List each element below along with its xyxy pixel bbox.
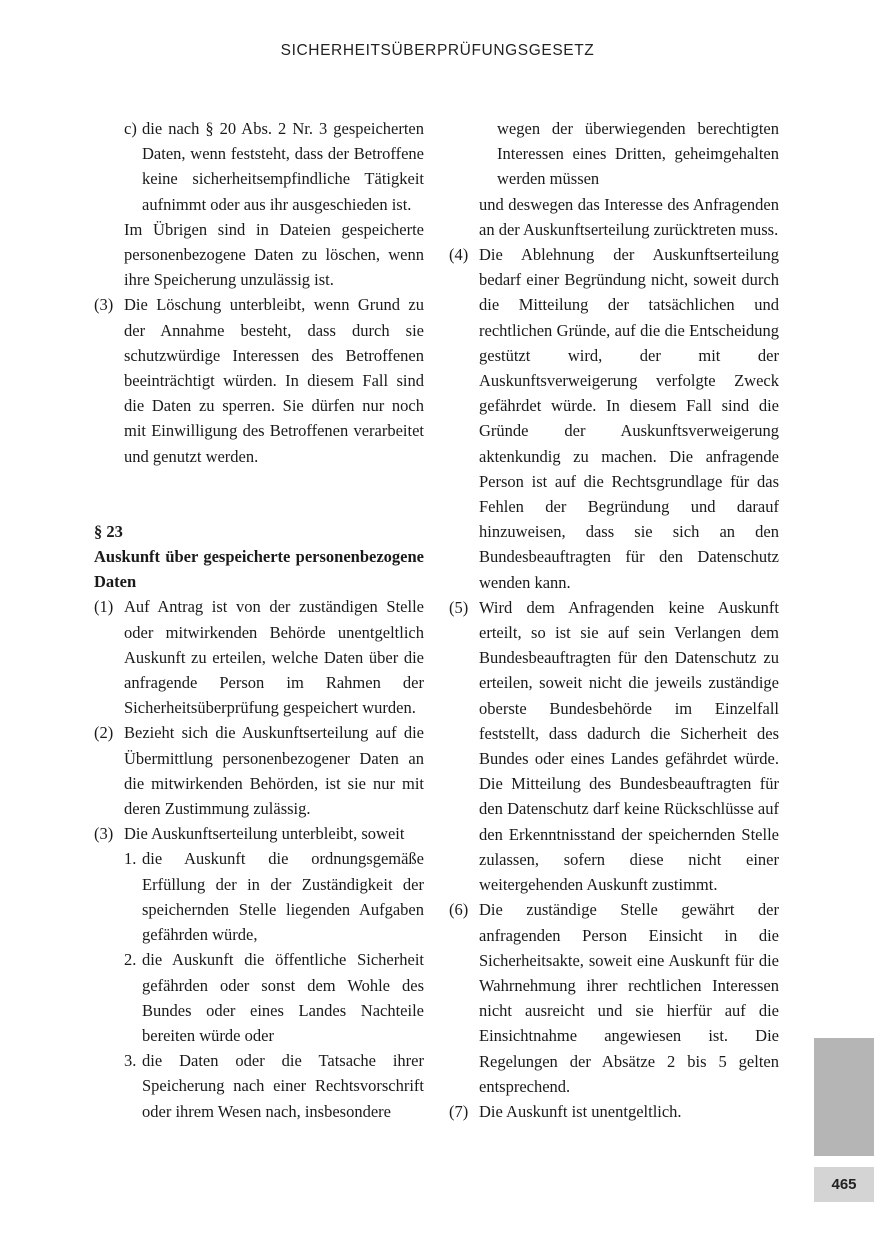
list-item-c bbox=[94, 116, 424, 217]
left-column bbox=[94, 116, 424, 1124]
paragraph-text: Die Löschung unterbleibt, wenn Grund zu der Annahme besteht, dass durch sie schutzwürdige Interessen des Betroffenen beeinträchtigt würden. In diesem Fall sind die Daten zu sperren. Sie dürfen nur noch mit Einwilligung des Betroffenen verarbeitet und genutzt werden. bbox=[124, 295, 424, 466]
section-paragraph-7 bbox=[449, 1099, 779, 1124]
section-paragraph-2 bbox=[94, 720, 424, 821]
list-item-3-continued: wegen der überwiegenden berechtigten Interessen eines Dritten, geheimgehalten werden müssen bbox=[497, 119, 779, 189]
paragraph-number: (1) bbox=[94, 597, 114, 617]
paragraph-text: Die zuständige Stelle gewährt der anfragenden Person Einsicht in die Sicherheitsakte, soweit eine Auskunft für die Wahrnehmung ihrer rechtlichen Interessen nicht ausreicht und sie hierfür auf die Einsichtnahme angewiesen ist. Die Regelungen der Absätze 2 bis 5 gelten entsprechend. bbox=[479, 900, 779, 1096]
paragraph-text: Die Ablehnung der Auskunftserteilung bedarf einer Begründung nicht, soweit durch die Mitteilung der tatsächlichen und rechtlichen Gründe, auf die die Entscheidung gestützt wird, der mit der Auskunftsverweigerung verfolgte Zweck gefährdet würde. In diesem Fall sind die Gründe der Auskunftsverweigerung aktenkundig zu machen. Die anfragende Person ist auf die Rechtsgrundlage für das Fehlen der Begründung und darauf hinzuweisen, dass sie sich an den Bundesbeauftragten für den Datenschutz wenden kann. bbox=[479, 245, 779, 592]
paragraph-text: Bezieht sich die Auskunftserteilung auf die Übermittlung personenbezogener Daten an die mitwirkenden Behörden, ist sie nur mit deren Zustimmung zulässig. bbox=[124, 723, 424, 819]
paragraph-number: (4) bbox=[449, 245, 469, 265]
section-paragraph-3 bbox=[94, 821, 424, 846]
item-marker: c) bbox=[124, 119, 137, 138]
section-paragraph-5 bbox=[449, 595, 779, 897]
chapter-tab bbox=[814, 1038, 874, 1156]
item-marker: 3. bbox=[124, 1051, 137, 1071]
item-marker: 1. bbox=[124, 849, 137, 869]
section-number: § 23 bbox=[94, 521, 123, 541]
running-header: SICHERHEITSÜBERPRÜFUNGSGESETZ bbox=[280, 42, 595, 59]
list-item-2 bbox=[94, 947, 424, 1048]
item-text: die nach § 20 Abs. 2 Nr. 3 gespeicherten Daten, wenn feststeht, dass der Betroffene keine sicherheitsempfindliche Tätigkeit aufnimmt oder aus ihr ausgeschieden ist. bbox=[142, 119, 424, 214]
list-item-1 bbox=[94, 846, 424, 947]
paragraph-3-tail: und deswegen das Interesse des Anfragenden an der Auskunftserteilung zurücktreten muss. bbox=[479, 194, 779, 239]
item-text: die Auskunft die öffentliche Sicherheit gefährden oder sonst dem Wohle des Bundes oder eines Landes Nachteile bereiten würde oder bbox=[142, 950, 424, 1045]
paragraph-number: (7) bbox=[449, 1101, 469, 1121]
paragraph-3 bbox=[94, 292, 424, 468]
right-column bbox=[449, 116, 779, 1124]
item-marker: 2. bbox=[124, 950, 137, 970]
paragraph-number: (6) bbox=[449, 900, 469, 920]
paragraph-deletion: Im Übrigen sind in Dateien gespeicherte personenbezogene Daten zu löschen, wenn ihre Speicherung unzulässig ist. bbox=[124, 219, 424, 290]
list-item-3 bbox=[94, 1048, 424, 1124]
page-number: 465 bbox=[814, 1167, 874, 1202]
paragraph-number: (2) bbox=[94, 723, 114, 743]
section-title: Auskunft über gespeicherte personenbezogene Daten bbox=[94, 547, 424, 592]
paragraph-number: (3) bbox=[94, 295, 114, 315]
paragraph-text: Die Auskunft ist unentgeltlich. bbox=[479, 1101, 682, 1121]
paragraph-text: Auf Antrag ist von der zuständigen Stelle oder mitwirkenden Behörde unentgeltlich Auskunft zu erteilen, welche Daten über die anfragende Person im Rahmen der Sicherheitsüberprüfung gespeichert wurden. bbox=[124, 597, 424, 718]
item-text: die Auskunft die ordnungsgemäße Erfüllung der in der Zuständigkeit der speichernden Stelle liegenden Aufgaben gefährden würde, bbox=[142, 849, 424, 945]
paragraph-number: (5) bbox=[449, 597, 469, 617]
section-paragraph-1 bbox=[94, 594, 424, 720]
section-paragraph-6 bbox=[449, 897, 779, 1099]
section-paragraph-4 bbox=[449, 242, 779, 595]
paragraph-text: Wird dem Anfragenden keine Auskunft erteilt, so ist sie auf sein Verlangen dem Bundesbeauftragten für den Datenschutz zu erteilen, soweit nicht die jeweils zuständige oberste Bundesbehörde im Einzelfall feststellt, dass dadurch die Sicherheit des Bundes oder eines Landes gefährdet würde. Die Mitteilung des Bundesbeauftragten für den Datenschutz darf keine Rückschlüsse auf den Erkenntnisstand der speichernden Stelle zulassen, sofern diese nicht einer weitergehenden Auskunft zustimmt. bbox=[479, 597, 779, 895]
paragraph-number: (3) bbox=[94, 824, 114, 844]
item-text: die Daten oder die Tatsache ihrer Speicherung nach einer Rechtsvorschrift oder ihrem Wesen nach, insbesondere bbox=[142, 1051, 424, 1121]
paragraph-text: Die Auskunftserteilung unterbleibt, soweit bbox=[124, 824, 405, 844]
